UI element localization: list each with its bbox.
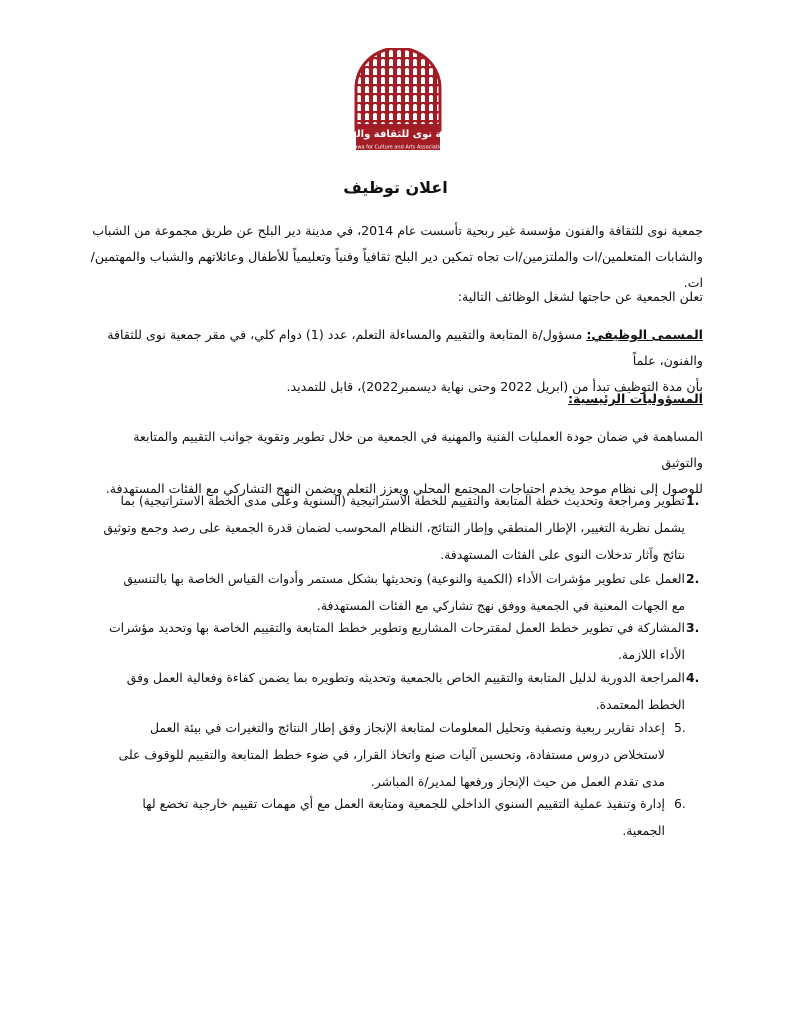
logo-arabic-name: جمعية نوى للثقافة والفنون	[331, 129, 465, 140]
responsibility-item	[95, 714, 686, 795]
responsibility-item	[95, 790, 686, 844]
job-title-text: مسؤول/ة المتابعة والتقييم والمساءلة التعلم، عدد (1) دوام كلي، في مقر جمعية نوى للثقافة والفنون، علماً	[107, 327, 703, 368]
item-number: 1.	[686, 493, 700, 508]
summary-line-2: للوصول إلى نظام موحد يخدم احتياجات المجتمع المحلي ويعزز التعلم ويضمن النهج التشاركي مع الفئات المستهدفة.	[105, 481, 703, 496]
item-line: مع الجهات المعنية في الجمعية ووفق نهج تشاركي مع الفئات المستهدفة.	[316, 598, 685, 613]
item-line: المراجعة الدورية لدليل المتابعة والتقييم الخاص بالجمعية وتحديثه وتطويره بما يضمن كفاءة وفعالية العمل وفق	[126, 670, 685, 685]
job-line-1	[88, 322, 703, 374]
item-line: المشاركة في تطوير خطط العمل لمقترحات المشاريع وتطوير خطط المتابعة والتقييم الخاصة بها وتحديد مؤشرات	[109, 620, 685, 635]
intro-line-2: والشابات المتعلمين/ات والملتزمين/ات تجاه تمكين دير البلح ثقافياً وفنياً وتعليمياً للأطفال وعائلاتهم والشباب والمهتمين/ات.	[90, 249, 703, 290]
page-title: اعلان توظيف	[343, 178, 448, 197]
item-line: العمل على تطوير مؤشرات الأداء (الكمية والنوعية) وتحديثها بشكل مستمر وأدوات القياس الخاصة بها بالتنسيق	[123, 571, 685, 586]
job-line-2: بأن مدة التوظيف تبدأ من (ابريل 2022 وحتى نهاية ديسمبر2022)، قابل للتمديد.	[286, 379, 703, 394]
item-line: لاستخلاص دروس مستفادة، وتحسين آليات صنع واتخاذ القرار، في ضوء خطط المتابعة والتقييم للوقوف على	[118, 747, 665, 762]
announcement: تعلن الجمعية عن حاجتها لشغل الوظائف التالية:	[457, 289, 703, 304]
item-line: إدارة وتنفيذ عملية التقييم السنوي الداخلي للجمعية ومتابعة العمل مع أي مهمات تقييم خارجية تخضع لها	[142, 796, 665, 811]
item-line: الجمعية.	[622, 823, 665, 838]
responsibilities-heading: المسؤوليات الرئيسية:	[567, 391, 703, 406]
item-line: نتائج وآثار تدخلات النوى على الفئات المستهدفة.	[440, 547, 685, 562]
intro-line-1: جمعية نوى للثقافة والفنون مؤسسة غير ربحية تأسست عام 2014، في مدينة دير البلح عن طريق مجموعة من الشباب	[92, 223, 703, 238]
responsibility-item	[95, 487, 700, 568]
item-line: تطوير ومراجعة وتحديث خطة المتابعة والتقييم للخطة الاستراتيجية (السنوية وعلى مدى الخطة الاستراتيجية) بما	[120, 493, 685, 508]
association-logo	[331, 48, 465, 150]
item-number: 4.	[686, 670, 700, 685]
item-number: 2.	[686, 571, 700, 586]
responsibility-item	[95, 614, 700, 668]
logo-english-name: Nawa for Culture and Arts Association	[350, 144, 446, 150]
item-line: إعداد تقارير ربعية ونصفية وتحليل المعلومات لمتابعة الإنجاز وفق إطار النتائج والتغيرات في بيئة العمل	[149, 720, 665, 735]
responsibility-item	[95, 664, 700, 718]
item-line: الخطط المعتمدة.	[595, 697, 685, 712]
item-line: يشمل نظرية التغيير، الإطار المنطقي وإطار النتائج، النظام المحوسب لضمان قدرة الجمعية على رصد وجمع وتوثيق	[103, 520, 685, 535]
item-number: 6.	[674, 796, 686, 811]
item-number: 5.	[674, 720, 686, 735]
summary-line-1: المساهمة في ضمان جودة العمليات الفنية والمهنية في الجمعية من خلال تطوير وتقوية جوانب التقييم والمتابعة والتوثيق	[133, 429, 703, 470]
responsibility-item	[95, 565, 700, 619]
item-number: 3.	[686, 620, 700, 635]
item-line: مدى تقدم العمل من حيث الإنجاز ورفعها لمدير/ة المباشر.	[370, 774, 665, 789]
job-title-label: المسمى الوظيفي:	[586, 327, 703, 342]
item-line: الأداء اللازمة.	[617, 647, 685, 662]
